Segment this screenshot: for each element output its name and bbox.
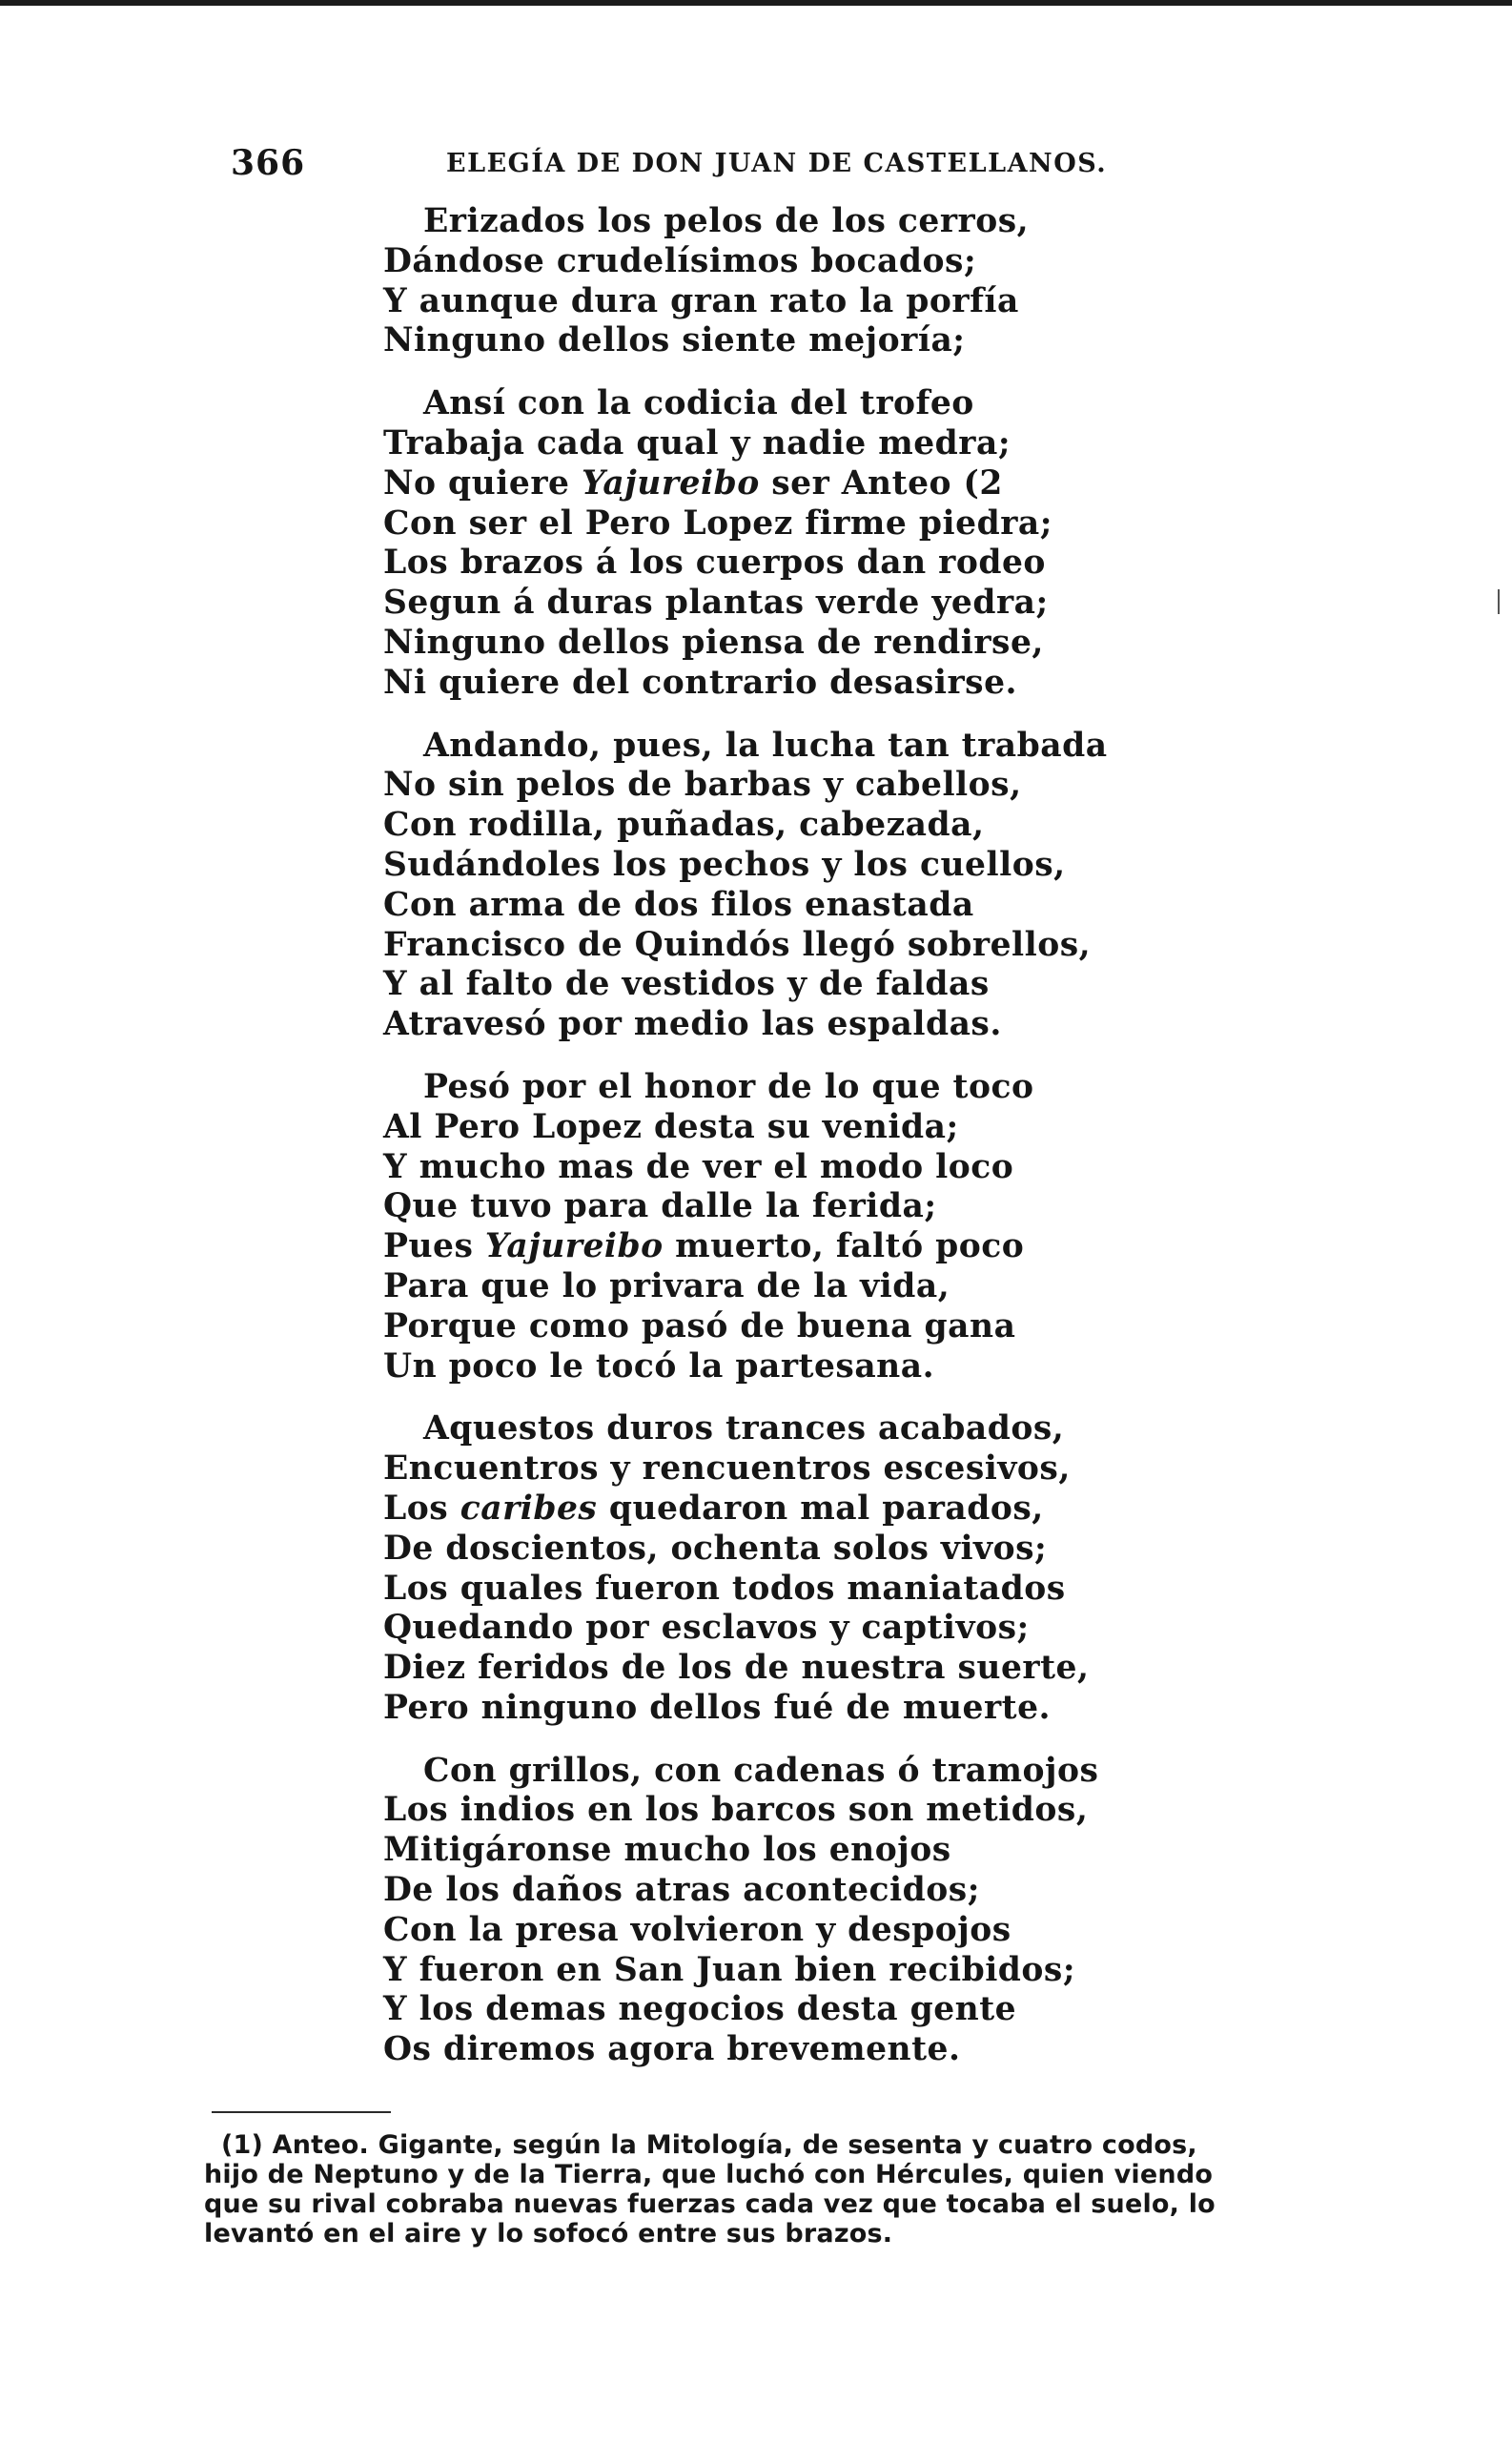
- verse-line: Y al falto de vestidos y de faldas: [383, 965, 990, 1004]
- verse-line: Con arma de dos filos enastada: [383, 885, 974, 924]
- verse-line: Aquestos duros trances acabados,: [423, 1409, 1065, 1448]
- verse-line: Andando, pues, la lucha tan trabada: [423, 726, 1108, 765]
- verse-segment: Pues: [383, 1227, 485, 1266]
- italic-word: caribes: [460, 1489, 598, 1528]
- verse-segment: quedaron mal parados,: [597, 1489, 1044, 1528]
- verse-line: Que tuvo para dalle la ferida;: [383, 1187, 937, 1226]
- verse-line: Al Pero Lopez desta su venida;: [383, 1107, 959, 1146]
- verse-line: Con rodilla, puñadas, cabezada,: [383, 806, 985, 845]
- verse-line: No sin pelos de barbas y cabellos,: [383, 766, 1022, 805]
- stanza-4: [383, 1068, 1146, 1386]
- footnote: [204, 2130, 1377, 2249]
- footnote-line: levantó en el aire y lo sofocó entre sus brazos.: [204, 2219, 893, 2249]
- verse-line: Los brazos á los cuerpos dan rodeo: [383, 544, 1046, 583]
- italic-name: Yajureibo: [484, 1227, 664, 1266]
- verse-line: Ni quiere del contrario desasirse.: [383, 663, 1018, 702]
- verse-line: Pesó por el honor de lo que toco: [423, 1067, 1034, 1106]
- verse-line: Trabaja cada qual y nadie medra;: [383, 423, 1011, 462]
- verse-segment: Los: [383, 1489, 460, 1528]
- verse-line: Un poco le tocó la partesana.: [383, 1346, 935, 1386]
- footnote-line: hijo de Neptuno y de la Tierra, que luchó con Hércules, quien viendo: [204, 2160, 1214, 2189]
- poem-body: [383, 202, 1146, 2093]
- verse-line: Segun á duras plantas verde yedra;: [383, 584, 1049, 623]
- verse-segment: ser Anteo (2: [759, 463, 1003, 503]
- verse-line: Dándose crudelísimos bocados;: [383, 241, 977, 280]
- verse-line: Con la presa volvieron y despojos: [383, 1910, 1011, 1949]
- verse-line: Atravesó por medio las espaldas.: [383, 1005, 1002, 1044]
- verse-line: Ansí con la codicia del trofeo: [423, 384, 974, 423]
- verse-line: Y fueron en San Juan bien recibidos;: [383, 1950, 1076, 1989]
- footnote-line: (1) Anteo. Gigante, según la Mitología, de sesenta y cuatro codos,: [221, 2130, 1197, 2160]
- verse-line: Y aunque dura gran rato la porfía: [383, 281, 1019, 320]
- verse-line: Mitigáronse mucho los enojos: [383, 1831, 951, 1870]
- verse-line: Y mucho mas de ver el modo loco: [383, 1147, 1014, 1186]
- verse-line: [383, 1489, 1146, 1530]
- page-number: 366: [231, 143, 306, 183]
- verse-line: Con ser el Pero Lopez firme piedra;: [383, 503, 1052, 543]
- verse-line: Y los demas negocios desta gente: [383, 1990, 1017, 2029]
- verse-segment: muerto, faltó poco: [663, 1227, 1025, 1266]
- verse-line: Con grillos, con cadenas ó tramojos: [423, 1751, 1099, 1790]
- page-header: [231, 143, 1117, 191]
- verse-line: Sudándoles los pechos y los cuellos,: [383, 845, 1066, 884]
- verse-line: [383, 464, 1146, 504]
- margin-mark: [1498, 589, 1500, 614]
- verse-line: Quedando por esclavos y captivos;: [383, 1609, 1030, 1648]
- verse-line: De los daños atras acontecidos;: [383, 1871, 980, 1910]
- italic-name: Yajureibo: [581, 463, 760, 503]
- verse-line: Los indios en los barcos son metidos,: [383, 1791, 1089, 1830]
- verse-line: Encuentros y rencuentros escesivos,: [383, 1449, 1071, 1489]
- stanza-6: [383, 1752, 1146, 2070]
- stanza-5: [383, 1409, 1146, 1728]
- verse-line: Para que lo privara de la vida,: [383, 1266, 950, 1305]
- top-edge-rule: [0, 0, 1512, 6]
- stanza-1: [383, 202, 1146, 361]
- verse-line: Ninguno dellos siente mejoría;: [383, 321, 966, 360]
- verse-line: Ninguno dellos piensa de rendirse,: [383, 623, 1044, 662]
- verse-line: Os diremos agora brevemente.: [383, 2030, 961, 2069]
- footnote-rule: [212, 2111, 391, 2113]
- verse-line: Erizados los pelos de los cerros,: [423, 202, 1030, 240]
- verse-line: [383, 1227, 1146, 1267]
- footnote-line: que su rival cobraba nuevas fuerzas cada vez que tocaba el suelo, lo: [204, 2189, 1216, 2219]
- verse-line: De doscientos, ochenta solos vivos;: [383, 1529, 1048, 1568]
- verse-line: Los quales fueron todos maniatados: [383, 1569, 1066, 1608]
- stanza-2: [383, 384, 1146, 703]
- verse-line: Francisco de Quindós llegó sobrellos,: [383, 925, 1092, 964]
- stanza-3: [383, 727, 1146, 1045]
- verse-line: Porque como pasó de buena gana: [383, 1306, 1016, 1345]
- verse-line: Diez feridos de los de nuestra suerte,: [383, 1649, 1090, 1688]
- verse-segment: No quiere: [383, 463, 582, 503]
- running-title: ELEGÍA DE DON JUAN DE CASTELLANOS.: [446, 149, 1108, 178]
- verse-line: Pero ninguno dellos fué de muerte.: [383, 1688, 1052, 1727]
